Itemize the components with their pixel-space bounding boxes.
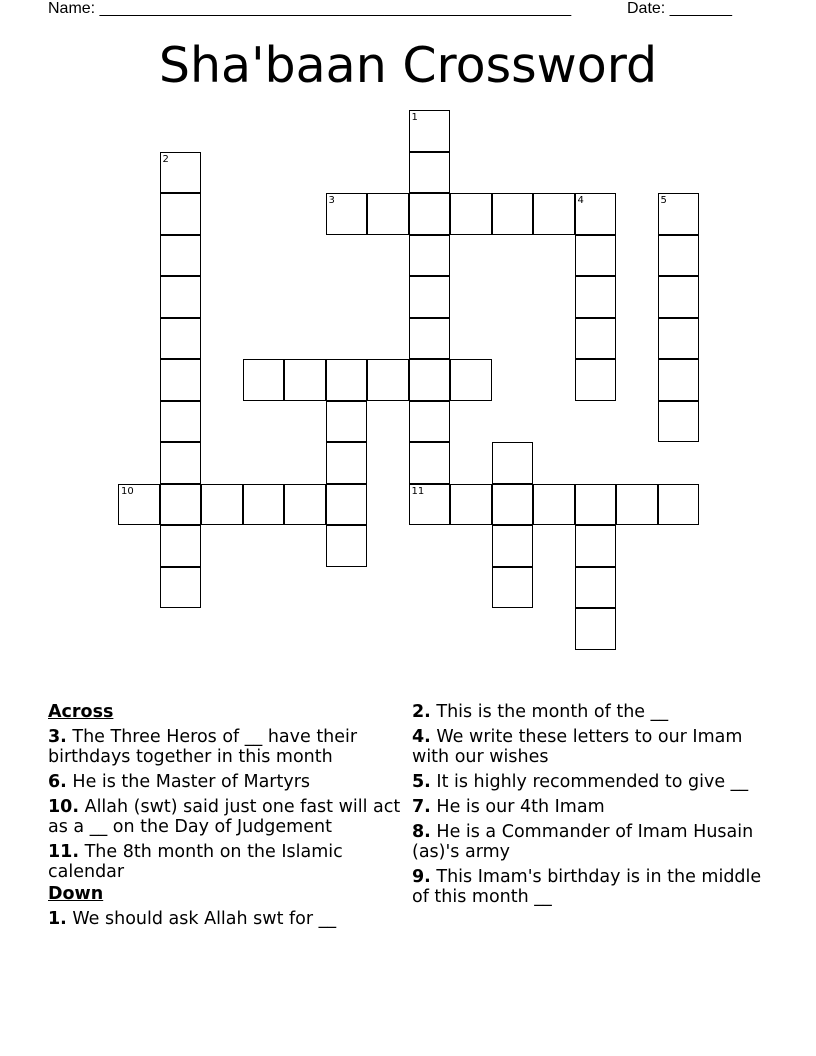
clue-text: We should ask Allah swt for __ — [72, 909, 337, 929]
crossword-cell[interactable] — [160, 484, 202, 526]
clue-across-6 — [48, 772, 408, 792]
clue-across-11 — [48, 842, 408, 882]
clue-number-label: 4 — [577, 195, 584, 206]
crossword-cell[interactable] — [243, 359, 285, 401]
crossword-cell[interactable] — [409, 193, 451, 235]
crossword-cell[interactable] — [658, 359, 700, 401]
crossword-cell[interactable] — [492, 484, 534, 526]
clue-text: He is the Master of Martyrs — [72, 772, 311, 792]
clue-down-1 — [48, 909, 408, 929]
clue-text: The Three Heros of __ have their birthdays together in this month — [48, 727, 358, 767]
crossword-cell[interactable] — [160, 401, 202, 443]
clue-across-10 — [48, 797, 408, 837]
crossword-cell[interactable] — [118, 484, 160, 526]
crossword-cell[interactable] — [243, 484, 285, 526]
clue-number: 4. — [412, 727, 431, 747]
clue-text: Allah (swt) said just one fast will act as a __ on the Day of Judgement — [48, 797, 401, 837]
crossword-cell[interactable] — [284, 359, 326, 401]
clue-down-9 — [412, 867, 772, 907]
clue-number: 9. — [412, 867, 431, 887]
crossword-cell[interactable] — [575, 484, 617, 526]
clue-number-label: 10 — [121, 485, 134, 497]
clue-down-2 — [412, 702, 772, 722]
crossword-cell[interactable] — [409, 484, 451, 526]
crossword-cell[interactable] — [160, 276, 202, 318]
crossword-cell[interactable] — [533, 193, 575, 235]
crossword-cell[interactable] — [575, 359, 617, 401]
clue-down-4 — [412, 727, 772, 767]
crossword-cell[interactable] — [326, 484, 368, 526]
crossword-cell[interactable] — [575, 193, 617, 235]
name-field[interactable]: Name: _____________________________________________________ — [48, 0, 572, 17]
crossword-cell[interactable] — [492, 567, 534, 609]
clue-number-label: 5 — [660, 195, 667, 206]
crossword-cell[interactable] — [492, 442, 534, 484]
clue-number: 1. — [48, 909, 67, 929]
clue-text: We write these letters to our Imam with our wishes — [412, 727, 743, 767]
crossword-cell[interactable] — [160, 318, 202, 360]
clue-number: 2. — [412, 702, 431, 722]
clue-text: This Imam's birthday is in the middle of this month __ — [412, 867, 762, 907]
across-heading: Across — [48, 702, 114, 722]
clues-left-column — [48, 702, 408, 934]
page-title: Sha'baan Crossword — [158, 37, 658, 94]
crossword-cell[interactable] — [160, 442, 202, 484]
crossword-cell[interactable] — [575, 567, 617, 609]
clue-number: 10. — [48, 797, 80, 817]
crossword-cell[interactable] — [575, 235, 617, 277]
crossword-cell[interactable] — [450, 359, 492, 401]
clue-number: 3. — [48, 727, 67, 747]
clue-number: 11. — [48, 842, 80, 862]
crossword-cell[interactable] — [326, 525, 368, 567]
crossword-cell[interactable] — [409, 359, 451, 401]
crossword-cell[interactable] — [533, 484, 575, 526]
crossword-cell[interactable] — [326, 193, 368, 235]
clue-number: 6. — [48, 772, 67, 792]
clue-text: The 8th month on the Islamic calendar — [48, 842, 343, 882]
crossword-cell[interactable] — [616, 484, 658, 526]
crossword-cell[interactable] — [409, 110, 451, 152]
crossword-cell[interactable] — [160, 193, 202, 235]
crossword-cell[interactable] — [409, 401, 451, 443]
crossword-cell[interactable] — [367, 193, 409, 235]
crossword-cell[interactable] — [409, 152, 451, 194]
crossword-cell[interactable] — [326, 401, 368, 443]
crossword-cell[interactable] — [409, 318, 451, 360]
crossword-cell[interactable] — [367, 359, 409, 401]
crossword-cell[interactable] — [450, 193, 492, 235]
clue-down-5 — [412, 772, 772, 792]
crossword-cell[interactable] — [326, 359, 368, 401]
date-field[interactable]: Date: _______ — [627, 0, 732, 17]
clue-across-3 — [48, 727, 408, 767]
crossword-cell[interactable] — [160, 152, 202, 194]
clues-right-column — [412, 702, 772, 912]
down-heading: Down — [48, 884, 104, 904]
clue-down-7 — [412, 797, 772, 817]
crossword-cell[interactable] — [658, 401, 700, 443]
clue-number-label: 1 — [411, 112, 418, 123]
clue-text: He is our 4th Imam — [436, 797, 605, 817]
clue-text: It is highly recommended to give __ — [436, 772, 749, 792]
crossword-cell[interactable] — [326, 442, 368, 484]
crossword-cell[interactable] — [492, 193, 534, 235]
crossword-cell[interactable] — [409, 235, 451, 277]
clue-number: 8. — [412, 822, 431, 842]
crossword-cell[interactable] — [450, 484, 492, 526]
clue-number: 7. — [412, 797, 431, 817]
crossword-cell[interactable] — [658, 193, 700, 235]
crossword-cell[interactable] — [575, 276, 617, 318]
crossword-cell[interactable] — [409, 442, 451, 484]
crossword-cell[interactable] — [160, 359, 202, 401]
clue-down-8 — [412, 822, 772, 862]
crossword-cell[interactable] — [492, 525, 534, 567]
crossword-cell[interactable] — [575, 318, 617, 360]
clue-number: 5. — [412, 772, 431, 792]
crossword-cell[interactable] — [201, 484, 243, 526]
clue-text: This is the month of the __ — [436, 702, 669, 722]
crossword-cell[interactable] — [284, 484, 326, 526]
crossword-cell[interactable] — [658, 484, 700, 526]
crossword-cell[interactable] — [575, 608, 617, 650]
clue-number-label: 11 — [411, 485, 425, 497]
crossword-cell[interactable] — [575, 525, 617, 567]
crossword-cell[interactable] — [160, 525, 202, 567]
clue-text: He is a Commander of Imam Husain (as)'s army — [412, 822, 754, 862]
crossword-cell[interactable] — [658, 276, 700, 318]
crossword-cell[interactable] — [658, 235, 700, 277]
crossword-cell[interactable] — [409, 276, 451, 318]
crossword-cell[interactable] — [658, 318, 700, 360]
crossword-cell[interactable] — [160, 567, 202, 609]
clue-number-label: 2 — [162, 153, 169, 165]
crossword-cell[interactable] — [160, 235, 202, 277]
clue-number-label: 3 — [328, 195, 335, 206]
